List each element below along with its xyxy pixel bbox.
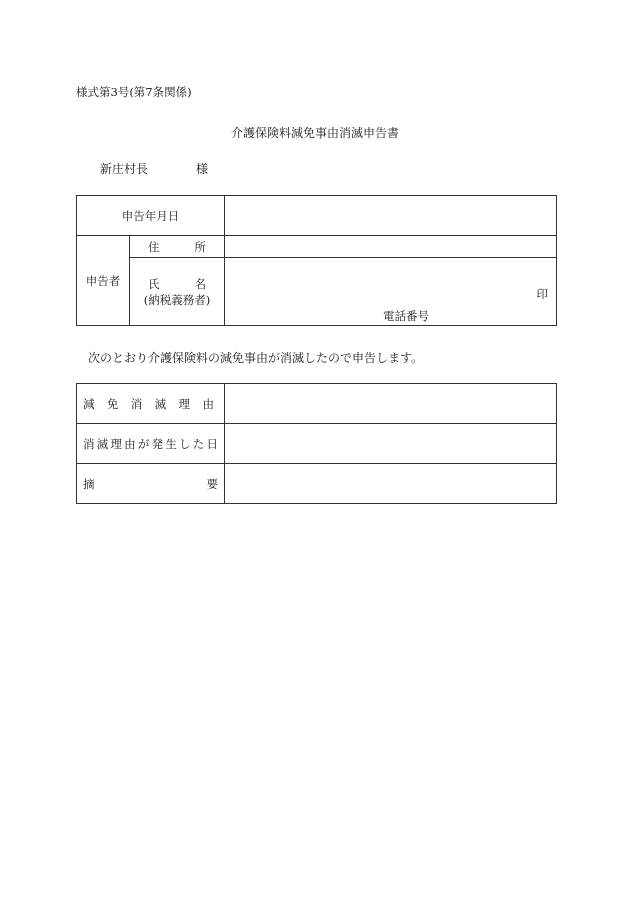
declaration-table [76, 195, 557, 326]
reason-label-char: 減 [83, 396, 95, 411]
statement-text: 次のとおり介護保険料の減免事由が消滅したので申告します。 [88, 351, 424, 365]
name-label [130, 258, 225, 326]
phone-label: 電話番号 [383, 309, 429, 323]
taxpayer-label: (納税義務者) [143, 292, 211, 307]
extinction-date-label-char: 日 [206, 436, 218, 451]
reason-label-char: 理 [178, 396, 191, 411]
reason-table [76, 383, 557, 504]
form-number: 様式第3号(第7条関係) [76, 85, 192, 99]
document-title: 介護保険料減免事由消滅申告書 [230, 126, 399, 140]
name-field[interactable] [225, 258, 557, 326]
name-label-char-1: 氏 [148, 276, 160, 291]
reason-label-char: 免 [106, 396, 119, 411]
extinction-date-label-char: 理 [110, 436, 122, 451]
extinction-date-label-char: 由 [124, 436, 136, 451]
summary-label-char-1: 摘 [83, 476, 95, 491]
reason-label-char: 由 [202, 396, 214, 411]
reason-label-char: 消 [130, 396, 143, 411]
declarant-label: 申告者 [77, 236, 130, 326]
addressee-honorific: 様 [196, 162, 209, 176]
extinction-date-label [77, 424, 225, 464]
extinction-date-label-char: た [192, 436, 205, 451]
address-label [130, 236, 225, 258]
reason-field[interactable] [225, 384, 557, 424]
declaration-date-label: 申告年月日 [77, 196, 225, 236]
extinction-date-field[interactable] [225, 424, 557, 464]
extinction-date-label-char: 滅 [96, 436, 109, 451]
address-label-char-2: 所 [194, 239, 206, 254]
address-field[interactable] [225, 236, 557, 258]
extinction-date-label-char: 生 [165, 436, 177, 451]
seal-mark: 印 [536, 287, 548, 301]
summary-field[interactable] [225, 464, 557, 504]
extinction-date-label-char: が [137, 436, 150, 451]
address-label-char-1: 住 [148, 239, 160, 254]
name-label-char-2: 名 [194, 276, 206, 291]
extinction-date-label-char: し [179, 436, 191, 451]
addressee-name: 新庄村長 [100, 162, 149, 176]
reason-label [77, 384, 225, 424]
extinction-date-label-char: 消 [83, 436, 95, 451]
summary-label-char-2: 要 [206, 476, 218, 491]
reason-label-char: 滅 [154, 396, 167, 411]
addressee [100, 160, 208, 177]
declaration-date-field[interactable] [225, 196, 557, 236]
extinction-date-label-char: 発 [151, 436, 164, 451]
summary-label [77, 464, 225, 504]
